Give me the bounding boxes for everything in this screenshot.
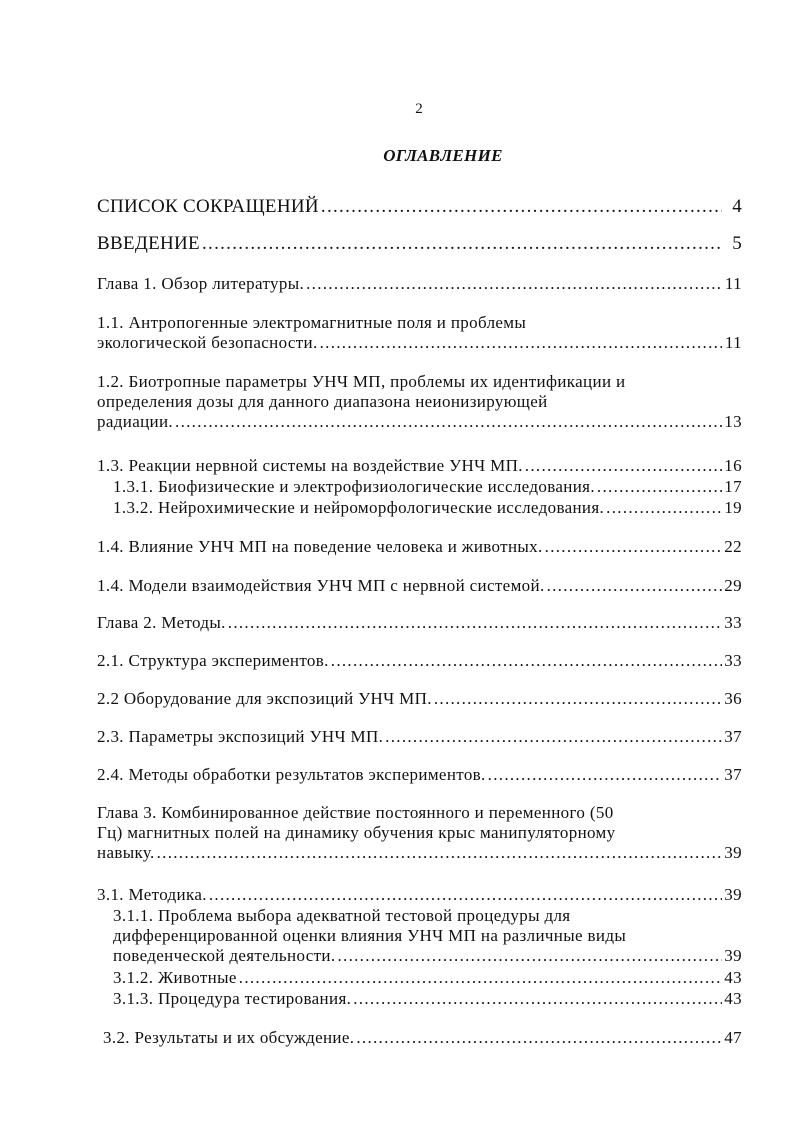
toc-entry-1-3[interactable]	[97, 456, 742, 476]
toc-entry-1-4-behavior[interactable]	[97, 537, 742, 557]
toc-page-number: 37	[724, 765, 742, 784]
toc-entry-abbreviations[interactable]	[97, 197, 742, 217]
toc-entry-2-1[interactable]	[97, 651, 742, 671]
toc-entry-3-1-2[interactable]	[113, 968, 742, 988]
toc-entry-text: 1.1. Антропогенные электромагнитные поля и проблемы	[97, 313, 527, 332]
toc-entry-text: 1.4. Влияние УНЧ МП на поведение человека и животных.	[97, 537, 543, 556]
leader-dots	[385, 727, 722, 747]
leader-dots	[545, 537, 722, 557]
leader-dots	[597, 477, 722, 497]
toc-entry-3-1-3[interactable]	[113, 989, 742, 1009]
toc-page-number: 36	[724, 689, 742, 708]
toc-page-number: 39	[724, 885, 742, 904]
toc-entry-text: Глава 3. Комбинированное действие постоянного и переменного (50	[97, 803, 614, 822]
toc-entry-text: Глава 2. Методы.	[97, 613, 226, 632]
leader-dots	[434, 689, 722, 709]
toc-entry-2-3[interactable]	[97, 727, 742, 747]
toc-entry-1-3-1[interactable]	[113, 477, 742, 497]
toc-entry-text: 1.3. Реакции нервной системы на воздействие УНЧ МП.	[97, 456, 523, 475]
toc-page-number: 39	[724, 843, 742, 862]
toc-page-number: 33	[724, 651, 742, 670]
toc-entry-3-2[interactable]	[103, 1028, 742, 1048]
toc-entry-1-4-models[interactable]	[97, 576, 742, 596]
toc-entry-text: СПИСОК СОКРАЩЕНИЙ	[97, 196, 319, 217]
toc-entry-text: радиации.	[97, 412, 174, 431]
leader-dots	[157, 843, 722, 863]
leader-dots	[320, 333, 722, 353]
leader-dots	[488, 765, 722, 785]
leader-dots	[202, 234, 722, 254]
leader-dots	[239, 968, 722, 988]
leader-dots	[175, 412, 722, 432]
toc-title: ОГЛАВЛЕНИЕ	[383, 146, 503, 165]
toc-entry-text: 1.3.2. Нейрохимические и нейроморфологические исследования.	[113, 498, 605, 517]
toc-page-number: 47	[724, 1028, 742, 1047]
leader-dots	[209, 885, 722, 905]
toc-entry-text: экологической безопасности.	[97, 333, 318, 352]
leader-dots	[356, 1028, 722, 1048]
leader-dots	[321, 197, 722, 217]
leader-dots	[337, 946, 722, 966]
toc-page-number: 17	[724, 477, 742, 496]
toc-entry-text: 1.3.1. Биофизические и электрофизиологические исследования.	[113, 477, 595, 496]
leader-dots	[228, 613, 722, 633]
toc-entry-text: 2.3. Параметры экспозиций УНЧ МП.	[97, 727, 384, 746]
toc-entry-text: ВВЕДЕНИЕ	[97, 233, 200, 254]
toc-entry-text: 3.1. Методика.	[97, 885, 207, 904]
toc-entry-text: 2.2 Оборудование для экспозиций УНЧ МП.	[97, 689, 432, 708]
toc-entry-text: поведенческой деятельности.	[113, 946, 336, 965]
toc-entry-1-1[interactable]	[97, 313, 742, 353]
leader-dots	[606, 498, 722, 518]
toc-page-number: 22	[724, 537, 742, 556]
toc-page-number: 33	[724, 613, 742, 632]
toc-page-number: 4	[732, 196, 742, 217]
toc-page-number: 11	[724, 274, 742, 293]
toc-entry-3-1[interactable]	[97, 885, 742, 905]
toc-entry-text: 3.1.1. Проблема выбора адекватной тестовой процедуры для	[113, 906, 571, 925]
leader-dots	[306, 274, 722, 294]
toc-entry-text: навыку.	[97, 843, 155, 862]
toc-entry-text: 1.4. Модели взаимодействия УНЧ МП с нервной системой.	[97, 576, 545, 595]
toc-page-number: 11	[724, 333, 742, 352]
toc-entry-text: 2.4. Методы обработки результатов экспериментов.	[97, 765, 486, 784]
toc-entry-text: определения дозы для данного диапазона неионизирующей	[97, 392, 548, 411]
toc-entry-text: 2.1. Структура экспериментов.	[97, 651, 329, 670]
toc-page-number: 43	[724, 968, 742, 987]
toc-page-number: 39	[724, 946, 742, 965]
toc-page-number: 19	[724, 498, 742, 517]
toc-entry-2-2[interactable]	[97, 689, 742, 709]
page-number: 2	[415, 101, 423, 117]
toc-entry-text: Глава 1. Обзор литературы.	[97, 274, 305, 293]
leader-dots	[331, 651, 722, 671]
toc-page-number: 13	[724, 412, 742, 431]
leader-dots	[353, 989, 722, 1009]
leader-dots	[525, 456, 722, 476]
toc-page-number: 16	[724, 456, 742, 475]
toc-entry-text: 3.2. Результаты и их обсуждение.	[103, 1028, 355, 1047]
toc-entry-text: 3.1.2. Животные	[113, 968, 237, 987]
toc-entry-1-3-2[interactable]	[113, 498, 742, 518]
toc-page-number: 43	[724, 989, 742, 1008]
leader-dots	[547, 576, 722, 596]
toc-entry-text: дифференцированной оценки влияния УНЧ МП на различные виды	[113, 926, 627, 945]
toc-entry-text: 1.2. Биотропные параметры УНЧ МП, проблемы их идентификации и	[97, 372, 626, 391]
toc-page-number: 5	[732, 233, 742, 254]
toc-entry-1-2[interactable]	[97, 372, 742, 432]
toc-entry-3-1-1[interactable]	[113, 906, 742, 966]
toc-entry-chapter-2[interactable]	[97, 613, 742, 633]
toc-entry-2-4[interactable]	[97, 765, 742, 785]
toc-entry-text: Гц) магнитных полей на динамику обучения крыс манипуляторному	[97, 823, 616, 842]
toc-page-number: 29	[724, 576, 742, 595]
toc-entry-chapter-3[interactable]	[97, 803, 742, 863]
toc-page-number: 37	[724, 727, 742, 746]
toc-entry-chapter-1[interactable]	[97, 274, 742, 294]
toc-entry-text: 3.1.3. Процедура тестирования.	[113, 989, 352, 1008]
toc-entry-introduction[interactable]	[97, 234, 742, 254]
